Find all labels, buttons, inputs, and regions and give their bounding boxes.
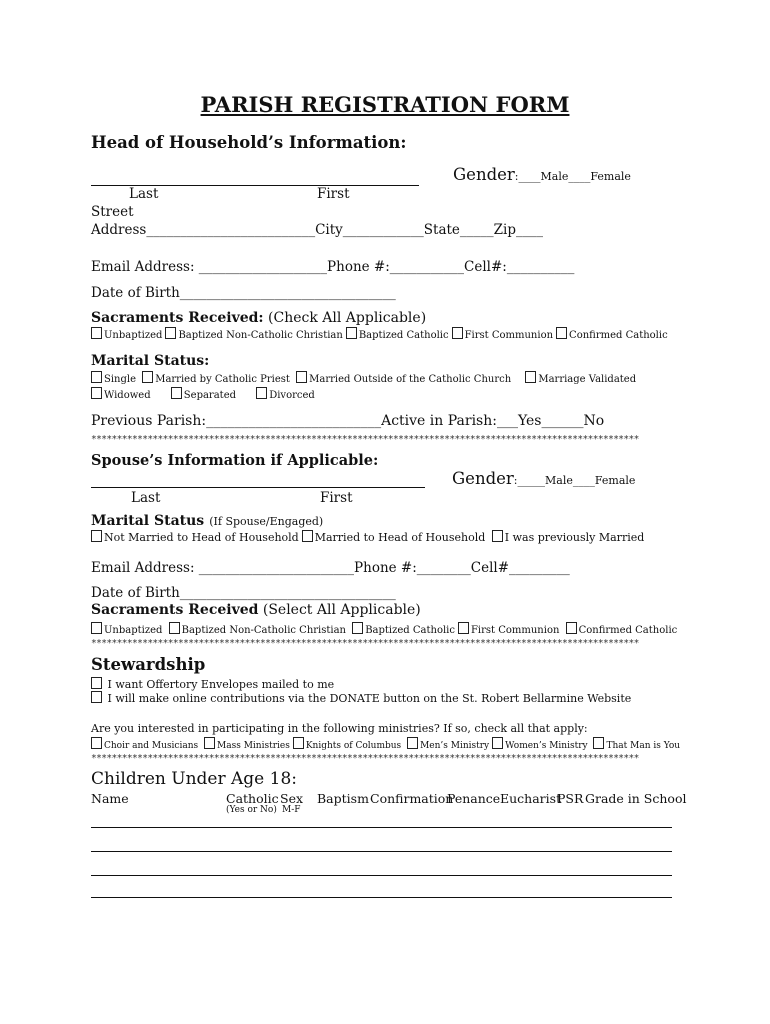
head-section-heading: Head of Household’s Information: [91, 133, 407, 152]
page-title: PARISH REGISTRATION FORM [200, 92, 570, 117]
child-row-3[interactable] [91, 874, 672, 876]
checkbox[interactable] [293, 737, 304, 749]
checkbox[interactable] [91, 737, 102, 749]
checkbox[interactable] [91, 371, 102, 383]
option-baptized-catholic[interactable]: Baptized Catholic [352, 622, 455, 636]
gender-label: Gender [453, 165, 515, 184]
option-that-man-is-you[interactable]: That Man is You [593, 737, 680, 751]
stewardship-option-online[interactable]: I will make online contributions via the DONATE button on the St. Robert Bellarmine Website [91, 691, 631, 705]
gender-options: :_____Male____Female [513, 474, 636, 487]
separator-3: *********************************************************************************************************** [91, 753, 639, 764]
checkbox[interactable] [556, 327, 567, 339]
option-single[interactable]: Single [91, 371, 136, 385]
option-baptized-non-catholic[interactable]: Baptized Non-Catholic Christian [165, 327, 342, 341]
col-baptism: Baptism [317, 791, 369, 806]
contact-line[interactable]: Email Address: ___________________Phone #:___________Cell#:__________ [91, 259, 575, 275]
child-row-4[interactable] [91, 896, 672, 898]
option-choir[interactable]: Choir and Musicians [91, 737, 198, 751]
separator-1: *********************************************************************************************************** [91, 434, 639, 445]
checkbox[interactable] [346, 327, 357, 339]
checkbox[interactable] [407, 737, 418, 749]
children-table-header [91, 791, 687, 807]
checkbox[interactable] [256, 387, 267, 399]
option-baptized-catholic[interactable]: Baptized Catholic [346, 327, 449, 341]
col-grade: Grade in School [585, 791, 687, 806]
separator-2: *********************************************************************************************************** [91, 638, 639, 649]
checkbox[interactable] [91, 677, 102, 689]
checkbox[interactable] [91, 387, 102, 399]
option-widowed[interactable]: Widowed [91, 387, 151, 401]
option-previously-married[interactable]: I was previously Married [492, 530, 645, 544]
checkbox[interactable] [165, 327, 176, 339]
checkbox[interactable] [169, 622, 180, 634]
head-sacraments-options [91, 327, 671, 341]
sex-subtext: M-F [282, 805, 301, 815]
spouse-dob-line[interactable]: Date of Birth________________________________ [91, 585, 396, 601]
spouse-last-label: Last [131, 490, 161, 506]
dob-line[interactable]: Date of Birth________________________________ [91, 285, 396, 301]
first-name-label: First [317, 186, 350, 202]
option-separated[interactable]: Separated [171, 387, 236, 401]
previous-parish-line[interactable]: Previous Parish:_________________________Active in Parish:___Yes______No [91, 413, 605, 429]
col-confirmation: Confirmation [370, 791, 454, 806]
checkbox[interactable] [593, 737, 604, 749]
option-confirmed-catholic[interactable]: Confirmed Catholic [556, 327, 668, 341]
option-unbaptized[interactable]: Unbaptized [91, 327, 162, 341]
option-first-communion[interactable]: First Communion [452, 327, 553, 341]
checkbox[interactable] [296, 371, 307, 383]
checkbox[interactable] [171, 387, 182, 399]
col-catholic: Catholic [226, 791, 279, 806]
spouse-marital-heading: Marital Status (If Spouse/Engaged) [91, 513, 324, 529]
col-eucharist: Eucharist [500, 791, 562, 806]
col-penance: Penance [447, 791, 501, 806]
marital-row-2 [91, 387, 318, 401]
spouse-sacraments-options [91, 622, 680, 636]
spouse-name-field[interactable] [91, 486, 425, 488]
stewardship-heading: Stewardship [91, 655, 206, 674]
option-unbaptized[interactable]: Unbaptized [91, 622, 162, 636]
last-name-label: Last [129, 186, 159, 202]
spouse-contact-line[interactable]: Email Address: _______________________Phone #:________Cell#_________ [91, 560, 570, 576]
stewardship-option-envelopes[interactable]: I want Offertory Envelopes mailed to me [91, 677, 334, 691]
col-psr: PSR [557, 791, 584, 806]
children-heading: Children Under Age 18: [91, 769, 297, 789]
child-row-2[interactable] [91, 850, 672, 852]
option-not-married-to-head[interactable]: Not Married to Head of Household [91, 530, 299, 544]
marital-heading: Marital Status: [91, 353, 210, 369]
checkbox[interactable] [458, 622, 469, 634]
checkbox[interactable] [91, 327, 102, 339]
option-married-to-head[interactable]: Married to Head of Household [302, 530, 486, 544]
gender-options: :____Male____Female [514, 170, 631, 183]
option-marriage-validated[interactable]: Marriage Validated [525, 371, 636, 385]
col-name: Name [91, 791, 129, 806]
col-sex: Sex [280, 791, 304, 806]
checkbox[interactable] [525, 371, 536, 383]
gender-label: Gender [452, 469, 514, 488]
option-baptized-non-catholic[interactable]: Baptized Non-Catholic Christian [169, 622, 346, 636]
checkbox[interactable] [91, 530, 102, 542]
checkbox[interactable] [352, 622, 363, 634]
checkbox[interactable] [566, 622, 577, 634]
ministries-options [91, 737, 683, 751]
address-line[interactable]: Address_________________________City____________State_____Zip____ [91, 222, 544, 238]
option-confirmed-catholic[interactable]: Confirmed Catholic [566, 622, 678, 636]
checkbox[interactable] [452, 327, 463, 339]
option-married-outside[interactable]: Married Outside of the Catholic Church [296, 371, 511, 385]
option-womens-ministry[interactable]: Women’s Ministry [492, 737, 587, 751]
option-knights[interactable]: Knights of Columbus [293, 737, 401, 751]
child-row-1[interactable] [91, 826, 672, 828]
checkbox[interactable] [91, 691, 102, 703]
ministries-question: Are you interested in participating in the following ministries? If so, check all that apply: [91, 722, 588, 735]
catholic-subtext: (Yes or No) [226, 805, 277, 815]
checkbox[interactable] [492, 530, 503, 542]
option-divorced[interactable]: Divorced [256, 387, 315, 401]
checkbox[interactable] [91, 622, 102, 634]
marital-row-1 [91, 371, 639, 385]
option-married-catholic[interactable]: Married by Catholic Priest [142, 371, 290, 385]
checkbox[interactable] [142, 371, 153, 383]
option-mens-ministry[interactable]: Men’s Ministry [407, 737, 489, 751]
checkbox[interactable] [204, 737, 215, 749]
spouse-section-heading: Spouse’s Information if Applicable: [91, 452, 379, 469]
option-mass-ministries[interactable]: Mass Ministries [204, 737, 290, 751]
checkbox[interactable] [492, 737, 503, 749]
sacraments-heading: Sacraments Received: (Check All Applicable) [91, 310, 427, 326]
option-first-communion[interactable]: First Communion [458, 622, 559, 636]
head-gender-field[interactable] [453, 165, 631, 184]
spouse-marital-options [91, 530, 647, 544]
street-label: Street [91, 204, 134, 220]
spouse-gender-field[interactable] [452, 469, 635, 488]
spouse-sacraments-heading: Sacraments Received (Select All Applicable) [91, 602, 421, 618]
spouse-first-label: First [320, 490, 353, 506]
checkbox[interactable] [302, 530, 313, 542]
